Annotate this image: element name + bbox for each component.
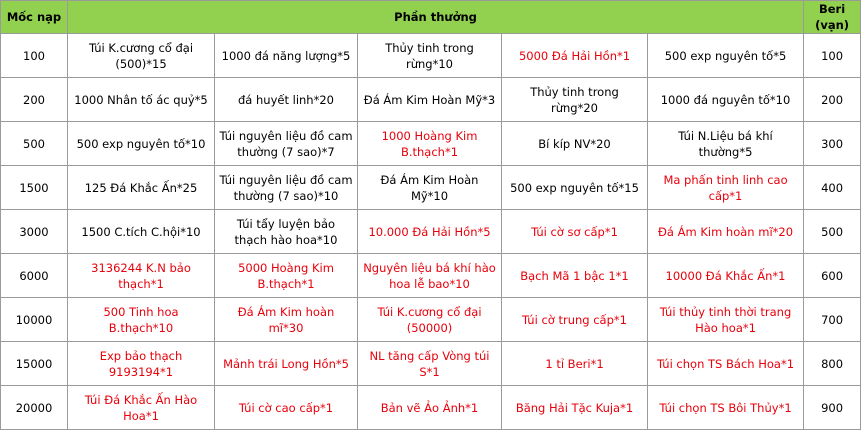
reward-cell: 1 tỉ Beri*1 — [502, 342, 648, 386]
reward-cell: Đá Ám Kim hoàn mĩ*30 — [215, 298, 358, 342]
table-row — [1, 166, 861, 210]
table-row — [1, 298, 861, 342]
reward-cell: Exp bảo thạch 9193194*1 — [68, 342, 215, 386]
header-beri: Beri (vạn) — [804, 1, 861, 34]
beri-cell: 900 — [804, 386, 861, 430]
table-row — [1, 210, 861, 254]
reward-cell: Thủy tinh trong rừng*20 — [502, 78, 648, 122]
reward-cell: 1500 C.tích C.hội*10 — [68, 210, 215, 254]
beri-cell: 400 — [804, 166, 861, 210]
table-row — [1, 254, 861, 298]
table-body — [1, 34, 861, 430]
reward-cell: Đá Ám Kim Hoàn Mỹ*10 — [358, 166, 502, 210]
reward-cell: Bạch Mã 1 bậc 1*1 — [502, 254, 648, 298]
reward-cell: 500 exp nguyên tố*10 — [68, 122, 215, 166]
reward-cell: 1000 đá nguyên tố*10 — [648, 78, 804, 122]
header-deposit: Mốc nạp — [1, 1, 68, 34]
deposit-cell: 10000 — [1, 298, 68, 342]
reward-cell: Túi cờ sơ cấp*1 — [502, 210, 648, 254]
table-row — [1, 342, 861, 386]
reward-cell: đá huyết linh*20 — [215, 78, 358, 122]
reward-cell: 3136244 K.N bảo thạch*1 — [68, 254, 215, 298]
reward-cell: Túi cờ trung cấp*1 — [502, 298, 648, 342]
reward-cell: Túi cờ cao cấp*1 — [215, 386, 358, 430]
reward-cell: 10.000 Đá Hải Hồn*5 — [358, 210, 502, 254]
reward-cell: Đá Ám Kim Hoàn Mỹ*3 — [358, 78, 502, 122]
table-row — [1, 34, 861, 78]
table-row — [1, 386, 861, 430]
reward-cell: 500 exp nguyên tố*15 — [502, 166, 648, 210]
header-row — [1, 1, 861, 34]
reward-cell: 125 Đá Khắc Ấn*25 — [68, 166, 215, 210]
reward-cell: 1000 Nhân tố ác quỷ*5 — [68, 78, 215, 122]
deposit-cell: 6000 — [1, 254, 68, 298]
beri-cell: 100 — [804, 34, 861, 78]
beri-cell: 700 — [804, 298, 861, 342]
table-row — [1, 78, 861, 122]
reward-cell: Túi N.Liệu bá khí thường*5 — [648, 122, 804, 166]
beri-cell: 600 — [804, 254, 861, 298]
deposit-cell: 20000 — [1, 386, 68, 430]
beri-cell: 200 — [804, 78, 861, 122]
reward-cell: Túi K.cương cổ đại (50000) — [358, 298, 502, 342]
table-row — [1, 122, 861, 166]
reward-cell: 5000 Hoàng Kim B.thạch*1 — [215, 254, 358, 298]
reward-cell: Túi chọn TS Bôi Thủy*1 — [648, 386, 804, 430]
reward-cell: 1000 đá năng lượng*5 — [215, 34, 358, 78]
beri-cell: 800 — [804, 342, 861, 386]
beri-cell: 500 — [804, 210, 861, 254]
deposit-cell: 200 — [1, 78, 68, 122]
reward-cell: Túi Đá Khắc Ấn Hào Hoa*1 — [68, 386, 215, 430]
reward-cell: 1000 Hoàng Kim B.thạch*1 — [358, 122, 502, 166]
deposit-cell: 500 — [1, 122, 68, 166]
reward-cell: Túi chọn TS Bách Hoa*1 — [648, 342, 804, 386]
beri-cell: 300 — [804, 122, 861, 166]
reward-cell: 10000 Đá Khắc Ấn*1 — [648, 254, 804, 298]
deposit-cell: 15000 — [1, 342, 68, 386]
reward-cell: Băng Hải Tặc Kuja*1 — [502, 386, 648, 430]
header-rewards: Phần thưởng — [68, 1, 804, 34]
reward-cell: 5000 Đá Hải Hồn*1 — [502, 34, 648, 78]
reward-cell: Túi nguyên liệu đồ cam thường (7 sao)*10 — [215, 166, 358, 210]
deposit-cell: 3000 — [1, 210, 68, 254]
reward-cell: Túi nguyên liệu đồ cam thường (7 sao)*7 — [215, 122, 358, 166]
reward-cell: Túi tẩy luyện bảo thạch hào hoa*10 — [215, 210, 358, 254]
reward-cell: Nguyên liệu bá khí hào hoa lễ bao*10 — [358, 254, 502, 298]
reward-cell: Bản vẽ Ảo Ảnh*1 — [358, 386, 502, 430]
reward-cell: Bí kíp NV*20 — [502, 122, 648, 166]
reward-cell: Túi K.cương cổ đại (500)*15 — [68, 34, 215, 78]
reward-cell: Ma phấn tinh linh cao cấp*1 — [648, 166, 804, 210]
reward-cell: 500 exp nguyên tố*5 — [648, 34, 804, 78]
reward-cell: 500 Tinh hoa B.thạch*10 — [68, 298, 215, 342]
reward-cell: Thủy tinh trong rừng*10 — [358, 34, 502, 78]
reward-cell: NL tăng cấp Vòng túi S*1 — [358, 342, 502, 386]
reward-cell: Túi thủy tinh thời trang Hào hoa*1 — [648, 298, 804, 342]
reward-cell: Đá Ám Kim hoàn mĩ*20 — [648, 210, 804, 254]
deposit-cell: 100 — [1, 34, 68, 78]
deposit-cell: 1500 — [1, 166, 68, 210]
reward-cell: Mảnh trái Long Hồn*5 — [215, 342, 358, 386]
